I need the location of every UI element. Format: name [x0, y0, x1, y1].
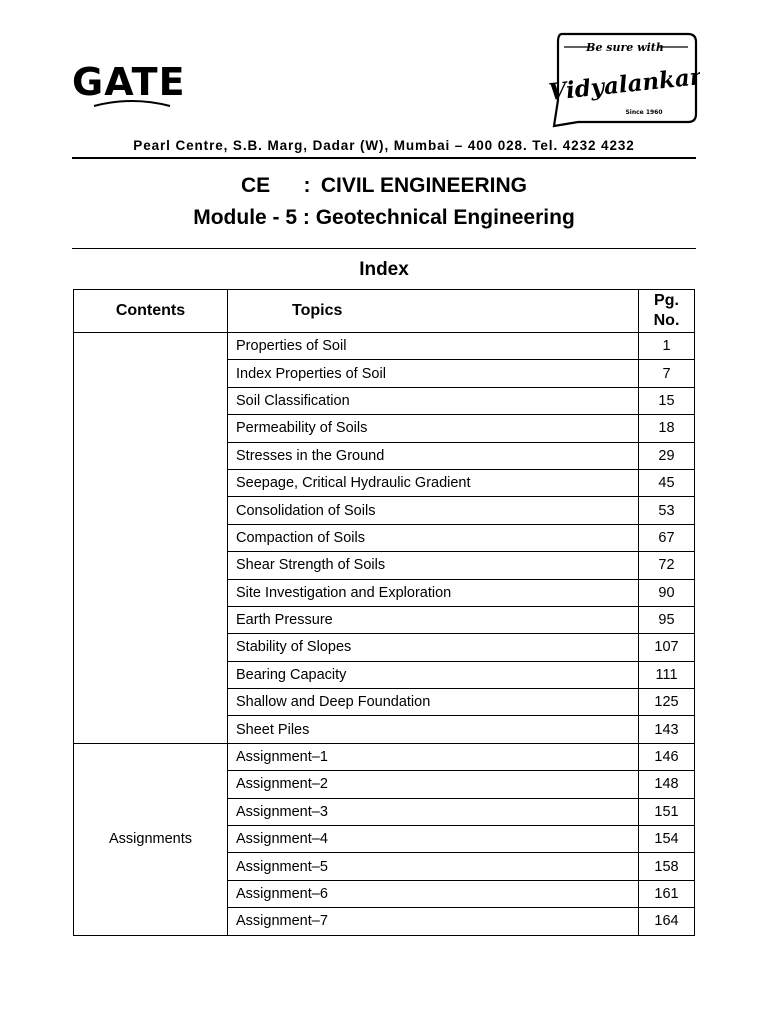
page-number-cell: 146	[639, 743, 695, 770]
page-number-cell: 45	[639, 469, 695, 496]
page-number-cell: 72	[639, 552, 695, 579]
page-number-cell: 158	[639, 853, 695, 880]
topic-cell: Assignment–2	[228, 771, 639, 798]
header-divider	[72, 157, 696, 159]
page-number-cell: 154	[639, 826, 695, 853]
module-title: Module - 5 : Geotechnical Engineering	[193, 206, 575, 229]
vidyalankar-badge-icon	[548, 30, 700, 130]
header-page-no	[639, 290, 695, 333]
page-number-cell: 164	[639, 908, 695, 935]
index-table-body	[74, 333, 695, 936]
page-number-cell: 53	[639, 497, 695, 524]
topic-cell: Sheet Piles	[228, 716, 639, 743]
subject-code: CE	[241, 174, 271, 197]
topic-cell: Assignment–5	[228, 853, 639, 880]
gate-logo	[72, 60, 186, 108]
header-pg-line1: Pg.	[654, 292, 679, 309]
topic-cell: Bearing Capacity	[228, 661, 639, 688]
topic-cell: Stability of Slopes	[228, 634, 639, 661]
topic-cell: Assignment–3	[228, 798, 639, 825]
header-pg-line2: No.	[653, 312, 680, 329]
vidyalankar-logo	[548, 30, 700, 130]
topic-cell: Assignment–7	[228, 908, 639, 935]
page-number-cell: 15	[639, 387, 695, 414]
contents-cell-assignments: Assignments	[74, 743, 228, 935]
brand-name: Vidyalankar	[548, 63, 700, 107]
page-number-cell: 1	[639, 333, 695, 360]
contents-cell-topics	[74, 333, 228, 744]
topic-cell: Consolidation of Soils	[228, 497, 639, 524]
topic-cell: Earth Pressure	[228, 606, 639, 633]
header-topics: Topics	[228, 290, 639, 333]
topic-cell: Seepage, Critical Hydraulic Gradient	[228, 469, 639, 496]
table-row	[74, 333, 695, 360]
topic-cell: Permeability of Soils	[228, 415, 639, 442]
header-contents: Contents	[74, 290, 228, 333]
gate-logo-text: GATE	[72, 60, 186, 104]
page-number-cell: 107	[639, 634, 695, 661]
page-number-cell: 90	[639, 579, 695, 606]
topic-cell: Shallow and Deep Foundation	[228, 689, 639, 716]
page-number-cell: 29	[639, 442, 695, 469]
topic-cell: Assignment–6	[228, 880, 639, 907]
page-number-cell: 111	[639, 661, 695, 688]
institute-address: Pearl Centre, S.B. Marg, Dadar (W), Mumbai – 400 028. Tel. 4232 4232	[133, 138, 635, 153]
page-number-cell: 148	[639, 771, 695, 798]
title-divider	[72, 248, 696, 249]
table-row	[74, 743, 695, 770]
subject-colon: :	[303, 174, 311, 197]
subject-title	[0, 174, 768, 198]
brand-tagline: Be sure with	[586, 41, 664, 54]
page-number-cell: 95	[639, 606, 695, 633]
index-table	[73, 289, 695, 936]
topic-cell: Site Investigation and Exploration	[228, 579, 639, 606]
topic-cell: Assignment–1	[228, 743, 639, 770]
topic-cell: Shear Strength of Soils	[228, 552, 639, 579]
page-number-cell: 161	[639, 880, 695, 907]
page-number-cell: 125	[639, 689, 695, 716]
page-number-cell: 67	[639, 524, 695, 551]
index-table-header-row	[74, 290, 695, 333]
topic-cell: Stresses in the Ground	[228, 442, 639, 469]
topic-cell: Index Properties of Soil	[228, 360, 639, 387]
topic-cell: Properties of Soil	[228, 333, 639, 360]
brand-since: Since 1960	[625, 109, 663, 116]
page-number-cell: 7	[639, 360, 695, 387]
gate-swoosh-icon	[92, 98, 172, 108]
index-heading: Index	[359, 259, 409, 280]
topic-cell: Soil Classification	[228, 387, 639, 414]
page-number-cell: 143	[639, 716, 695, 743]
topic-cell: Compaction of Soils	[228, 524, 639, 551]
page-number-cell: 151	[639, 798, 695, 825]
topic-cell: Assignment–4	[228, 826, 639, 853]
subject-name: CIVIL ENGINEERING	[320, 174, 527, 197]
page-number-cell: 18	[639, 415, 695, 442]
